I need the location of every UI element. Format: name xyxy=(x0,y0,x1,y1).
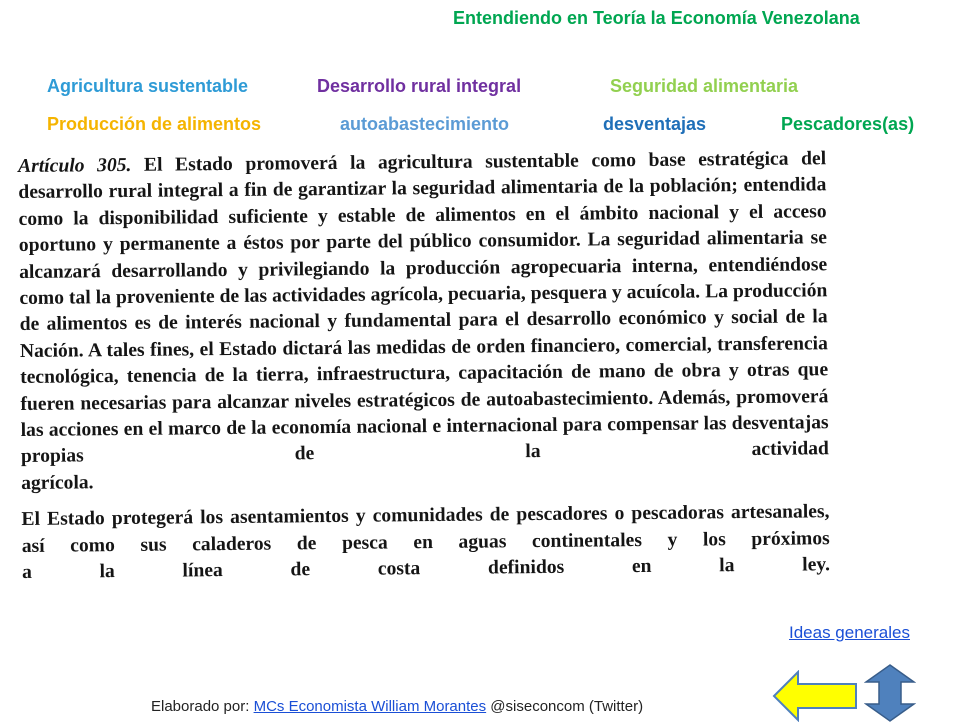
footer-suffix: @siseconcom (Twitter) xyxy=(486,698,644,715)
article-paragraph-2 xyxy=(21,500,830,587)
keyword-seguridad-alimentaria: Seguridad alimentaria xyxy=(610,76,799,96)
article-paragraph-1-body: El Estado promoverá la agricultura sustentable como base estratégica del desarrollo rural integral a fin de garantizar la seguridad alimentaria de la población; entendida como la disponibilidad suficiente y estable de alimentos en el ámbito nacional y el acceso oportuno y permanente a éstos por parte del público consumidor. La seguridad alimentaria se alcanzará desarrollando y privilegiando la producción agropecuaria interna, entendiéndose como tal la proveniente de las actividades agrícola, pecuaria, pesquera y acuícola. La producción de alimentos es de interés nacional y fundamental para el desarrollo económico y social de la Nación. A tales fines, el Estado dictará las medidas de orden financiero, comercial, transferencia tecnológica, tenencia de la tierra, infraestructura, capacitación de mano de obra y otras que fueren necesarias para alcanzar niveles estratégicos de autoabastecimiento. Además, promoverá las acciones en el marco de la economía nacional e internacional para compensar las desventajas propias de la actividad xyxy=(18,148,829,468)
article-305-scan xyxy=(18,146,830,626)
page-title: Entendiendo en Teoría la Economía Venezolana xyxy=(453,8,860,28)
keyword-autoabastecimiento: autoabastecimiento xyxy=(340,114,510,134)
back-button[interactable] xyxy=(772,670,858,722)
article-paragraph-1 xyxy=(18,146,829,497)
up-down-arrow-icon xyxy=(864,664,916,722)
article-paragraph-1-last-line: agrícola. xyxy=(21,472,94,494)
keyword-desventajas: desventajas xyxy=(603,114,707,134)
article-heading: Artículo 305. xyxy=(18,154,132,177)
ideas-generales-link[interactable]: Ideas generales xyxy=(789,623,910,642)
article-paragraph-2-body: El Estado protegerá los asentamientos y comunidades de pescadores o pescadoras artesanales, así como sus caladeros de pesca en aguas continentales y los próximos xyxy=(21,501,830,557)
keyword-produccion-de-alimentos: Producción de alimentos xyxy=(47,114,262,134)
author-link[interactable]: MCs Economista William Morantes xyxy=(253,698,487,715)
footer-prefix: Elaborado por: xyxy=(151,698,254,715)
up-down-button[interactable] xyxy=(864,664,916,722)
keyword-pescadores: Pescadores(as) xyxy=(781,114,915,134)
keyword-desarrollo-rural-integral: Desarrollo rural integral xyxy=(317,76,522,96)
left-arrow-icon xyxy=(772,670,858,722)
footer-credit xyxy=(151,698,643,715)
keyword-agricultura-sustentable: Agricultura sustentable xyxy=(47,76,249,96)
article-paragraph-2-last-line: a la línea de costa definidos en la ley. xyxy=(21,554,831,584)
